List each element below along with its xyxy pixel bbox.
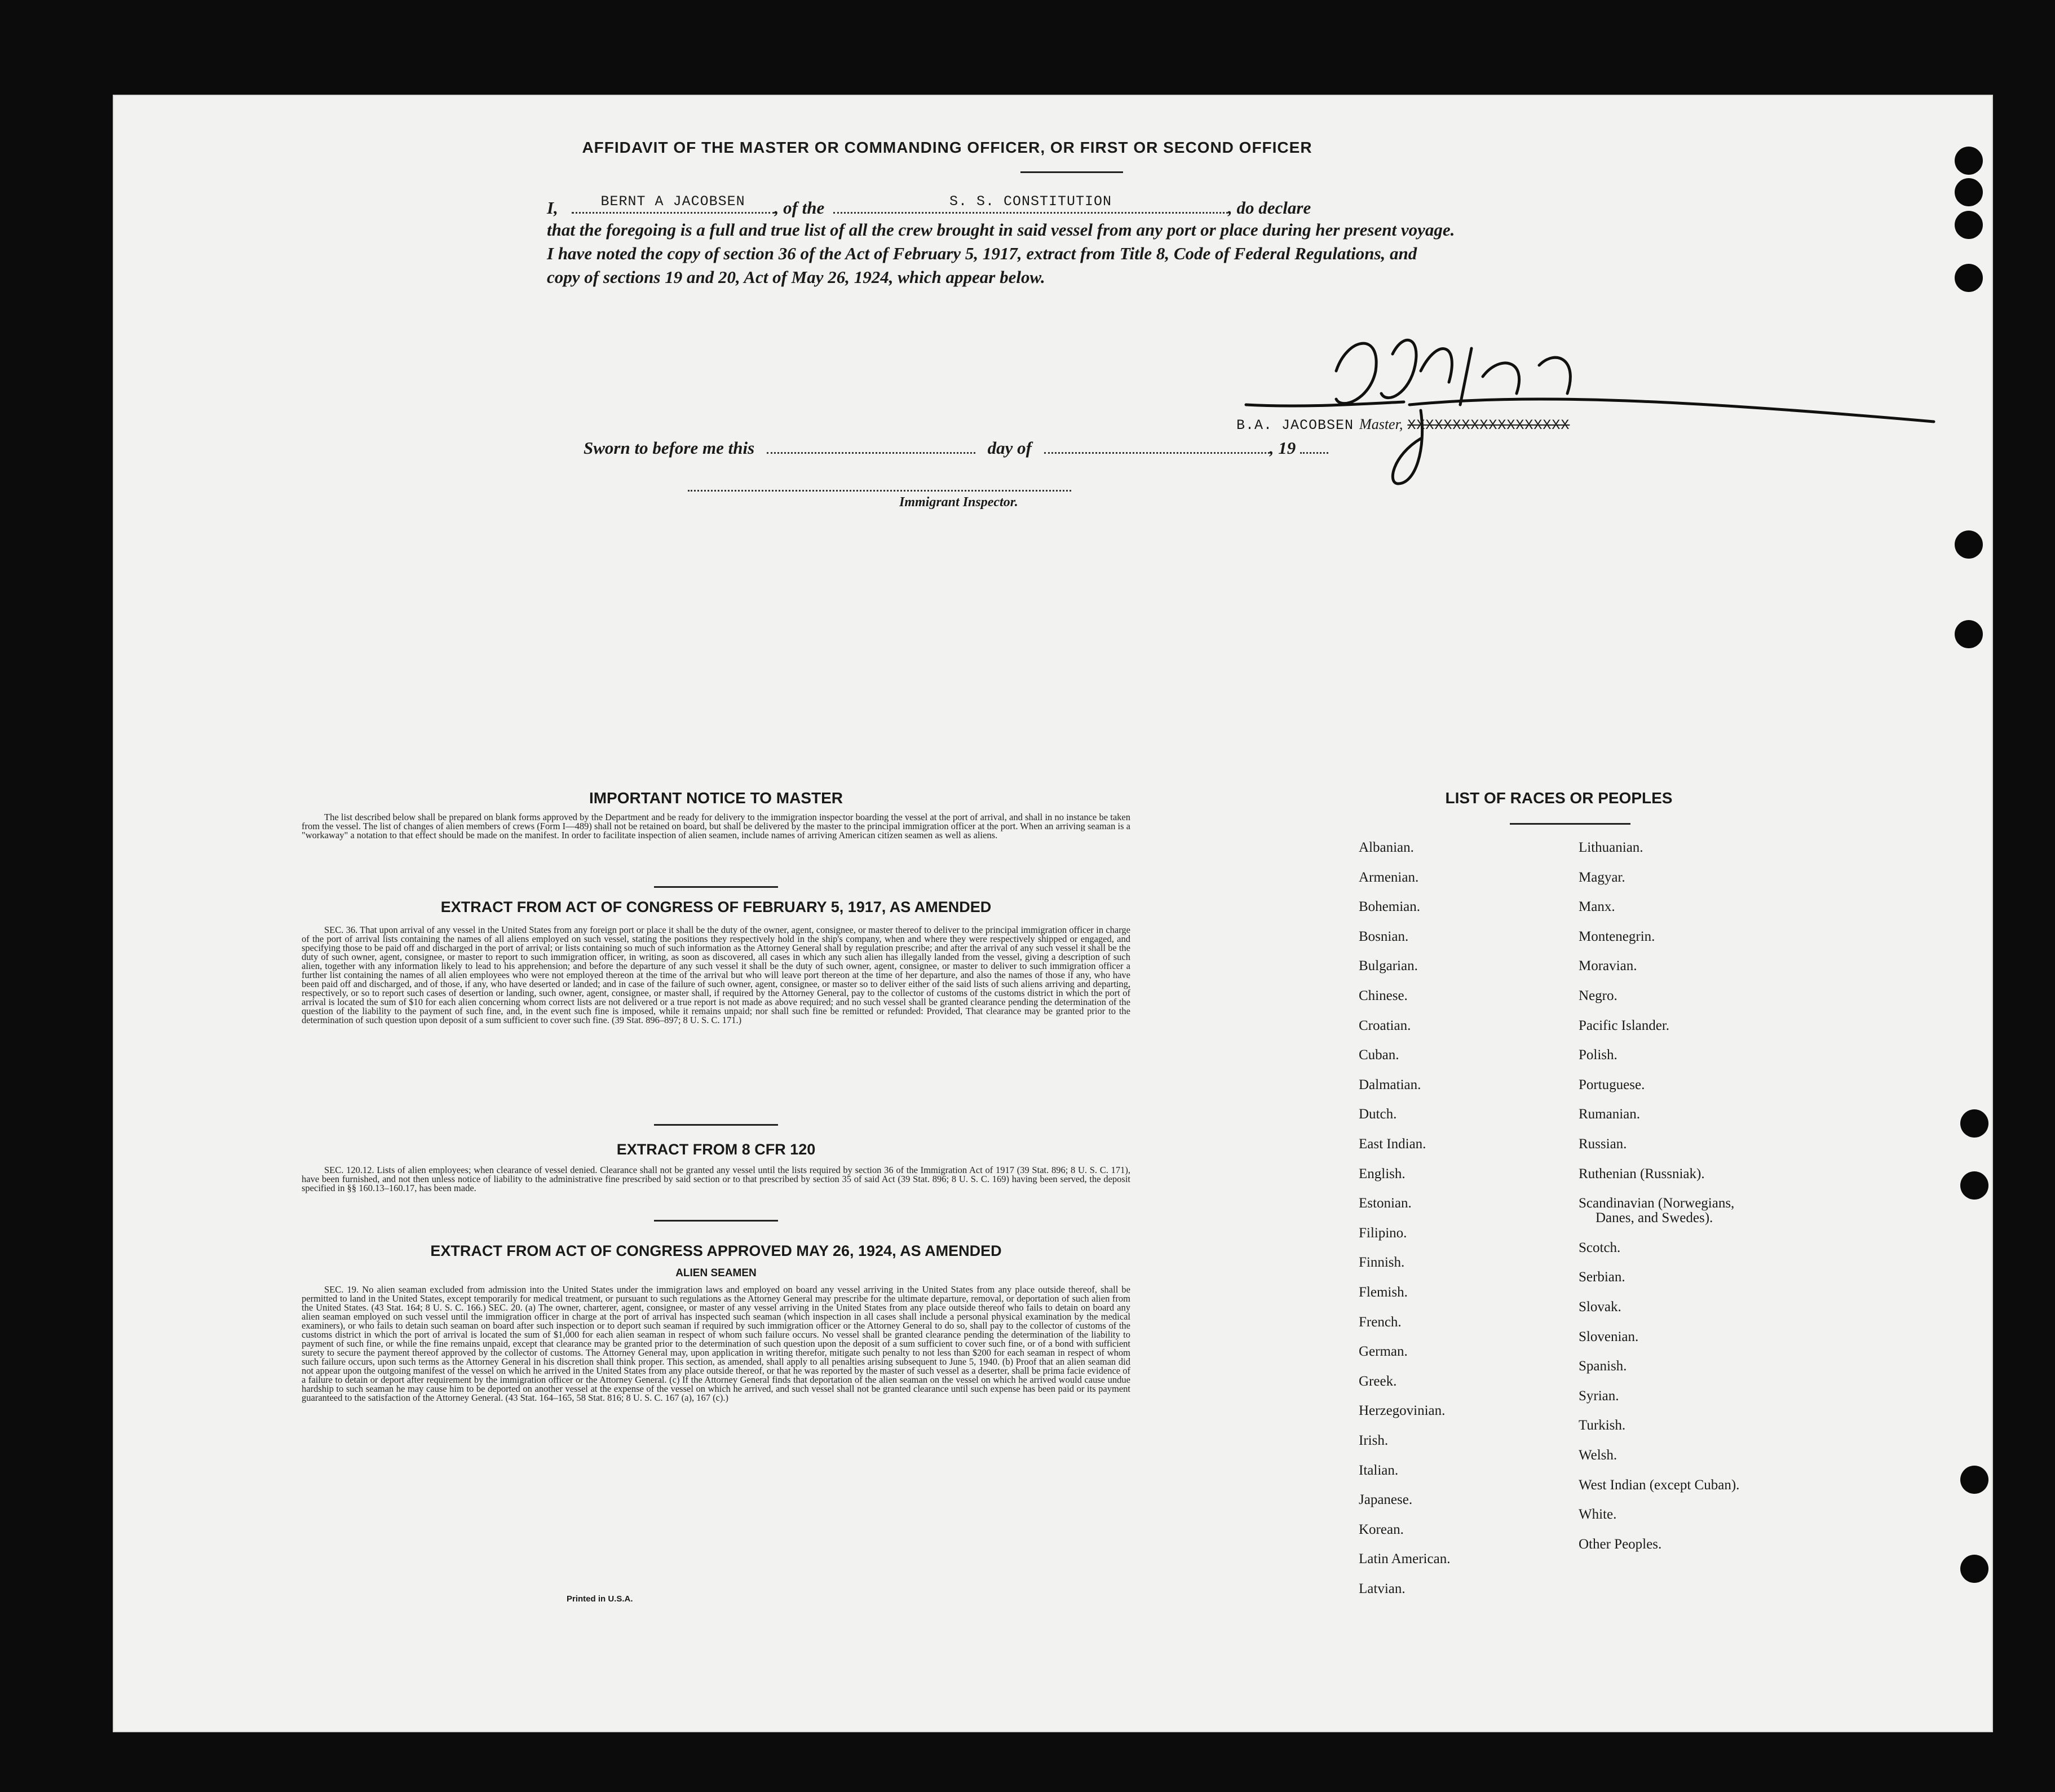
punch-hole (1960, 1466, 1988, 1494)
races-title-rule (1510, 823, 1630, 825)
notice-rule (654, 886, 778, 888)
race-item: Negro. (1579, 988, 1618, 1003)
extract-cfr-rule (654, 1220, 778, 1222)
signature-mark (1235, 269, 1945, 495)
sworn-year-field (1300, 436, 1328, 454)
race-item: Syrian. (1579, 1388, 1619, 1404)
punch-hole (1955, 178, 1983, 206)
notice-body: The list described below shall be prepared on blank forms approved by the Department and be ready for delivery to the immigration inspector boarding the vessel at the port of arrival, and shall in no instance be taken from the vessel. The list of changes of alien members of crews (Form I—489) shall not be retained on board, but shall be delivered by the master to the principal immigration officer at the port. When an arriving seaman is a "workaway" a notation to that effect should be made on the manifest. In order to facilitate inspection of alien seamen, include names of arriving American citizen seamen as well as aliens. (302, 812, 1130, 840)
race-item: Albanian. (1359, 840, 1414, 855)
affidavit-title: AFFIDAVIT OF THE MASTER OR COMMANDING OFFICER, OR FIRST OR SECOND OFFICER (582, 139, 1312, 156)
race-item: Estonian. (1359, 1196, 1412, 1211)
race-item: Serbian. (1579, 1269, 1625, 1285)
race-item: Bulgarian. (1359, 958, 1418, 974)
extract-cfr-title: EXTRACT FROM 8 CFR 120 (616, 1141, 816, 1158)
punch-hole (1955, 264, 1983, 292)
punch-hole (1955, 530, 1983, 559)
race-item: Slovenian. (1579, 1329, 1639, 1344)
race-item: Manx. (1579, 899, 1615, 915)
title-rule (1020, 171, 1123, 173)
race-item: Montenegrin. (1579, 928, 1655, 944)
notice-title: IMPORTANT NOTICE TO MASTER (589, 789, 843, 807)
race-item: Scandinavian (Norwegians, (1579, 1196, 1735, 1211)
race-item: Bosnian. (1359, 928, 1409, 944)
extract-1917-rule (654, 1124, 778, 1126)
race-item: German. (1359, 1344, 1408, 1360)
sworn-month-field (1044, 436, 1270, 454)
i-label: I, (547, 198, 558, 218)
master-name: BERNT A JACOBSEN (600, 193, 745, 210)
race-item: Turkish. (1579, 1418, 1626, 1433)
race-item: French. (1359, 1314, 1402, 1330)
race-item: Armenian. (1359, 869, 1419, 885)
vessel-name-field (833, 193, 1228, 214)
race-item: Rumanian. (1579, 1107, 1641, 1122)
race-item: Portuguese. (1579, 1077, 1645, 1092)
race-item: Latvian. (1359, 1581, 1406, 1596)
race-item: Japanese. (1359, 1492, 1413, 1508)
struck-title: XXXXXXXXXXXXXXXXXX (1407, 417, 1570, 433)
declaration-line-1 (547, 193, 1311, 218)
race-item: East Indian. (1359, 1136, 1426, 1152)
inspector-signature-field (688, 474, 1071, 492)
declaration-line-4: copy of sections 19 and 20, Act of May 26, 1924, which appear below. (547, 267, 1045, 287)
race-item: Spanish. (1579, 1359, 1627, 1374)
race-item: Lithuanian. (1579, 840, 1643, 855)
race-item: Chinese. (1359, 988, 1408, 1003)
race-item: Korean. (1359, 1521, 1404, 1537)
race-item: Latin American. (1359, 1551, 1451, 1567)
race-item: Welsh. (1579, 1448, 1618, 1463)
year-prefix: , 19 (1269, 438, 1296, 458)
race-item: Irish. (1359, 1433, 1389, 1448)
race-item: Greek. (1359, 1373, 1397, 1389)
race-item: Dutch. (1359, 1107, 1397, 1122)
race-item: Polish. (1579, 1047, 1618, 1063)
document-page (113, 95, 1993, 1732)
race-item: Cuban. (1359, 1047, 1399, 1063)
punch-hole (1960, 1555, 1988, 1583)
race-item: Russian. (1579, 1136, 1627, 1152)
punch-hole (1955, 620, 1983, 648)
printed-note: Printed in U.S.A. (567, 1594, 633, 1604)
extract-1924-body: SEC. 19. No alien seaman excluded from admission into the United States under the immigration laws and employed on board any vessel arriving in the United States from any place outside thereof, shall be permitted to land in the United States, except temporarily for medical treatment, or pursuant to such regulations as the Attorney General may prescribe for the ultimate departure, removal, or deportation of such alien from the United States. (43 Stat. 164; 8 U. S. C. 166.) SEC. 20. (a) The owner, charterer, agent, consignee, or master of any vessel arriving in the United States from any place outside thereof who fails to detain on board any alien seaman employed on such vessel until the immigration officer in charge at the port of arrival has inspected such seaman (which inspection in all cases shall include a personal physical examination by the medical examiners), or who fails to detain such seaman on board after such inspection or to deport such seaman if required by such immigration officer or the Attorney General to do so, shall pay to the collector of customs of the customs district in which the port of arrival is located the sum of $1,000 for each alien seaman in respect of whom such failure occurs. No vessel shall be granted clearance pending the determination of the liability to payment of such fine, or while the fine remains unpaid, except that clearance may be granted prior to the determination of such question upon the deposit of a sum sufficient to cover such fine, or of a bond with sufficient surety to secure the payment thereof approved by the collector of customs. The Attorney General may, upon application in writing therefor, mitigate such penalty to not less than $200 for each seaman in respect of whom such failure occurs, upon such terms as the Attorney General in his discretion shall think proper. This section, as amended, shall apply to all penalties arising subsequent to June 5, 1940. (b) Proof that an alien seaman did not appear upon the outgoing manifest of the vessel on which he arrived in the United States from any place outside thereof, or that he was reported by the master of such vessel as a deserter, shall be prima facie evidence of a failure to detain or deport after requirement by the immigration officer or the Attorney General. (c) If the Attorney General finds that deportation of the alien seaman on the vessel on which he arrived would cause undue hardship to such seaman he may cause him to be deported on another vessel at the expense of the vessel on which he arrived, and such vessel shall not be granted clearance until such expense has been paid or its payment guaranteed to the satisfaction of the Attorney General. (43 Stat. 164–165, 58 Stat. 816; 8 U. S. C. 167 (a), 167 (c).) (302, 1284, 1130, 1403)
extract-1917-title: EXTRACT FROM ACT OF CONGRESS OF FEBRUARY 5, 1917, AS AMENDED (440, 899, 992, 915)
race-item: White. (1579, 1507, 1617, 1523)
punch-hole (1960, 1171, 1988, 1200)
race-item: Danes, and Swedes). (1596, 1210, 1713, 1226)
punch-hole (1960, 1109, 1988, 1138)
master-name-field (572, 193, 775, 214)
race-item: English. (1359, 1166, 1406, 1182)
day-of-label: day of (987, 438, 1032, 458)
sworn-label: Sworn to before me this (584, 438, 755, 458)
race-item: Other Peoples. (1579, 1536, 1662, 1552)
race-item: Italian. (1359, 1462, 1399, 1478)
race-item: Filipino. (1359, 1225, 1407, 1241)
extract-1924-title: EXTRACT FROM ACT OF CONGRESS APPROVED MAY 26, 1924, AS AMENDED (430, 1242, 1002, 1259)
race-item: Moravian. (1579, 958, 1637, 974)
extract-1924-subtitle: ALIEN SEAMEN (675, 1267, 757, 1279)
race-item: West Indian (except Cuban). (1579, 1477, 1740, 1493)
declaration-line-3: I have noted the copy of section 36 of the Act of February 5, 1917, extract from Title 8, Code of Federal Regulations, and (547, 244, 1417, 263)
race-item: Bohemian. (1359, 899, 1421, 915)
vessel-name: S. S. CONSTITUTION (949, 193, 1112, 210)
signature-caption (1236, 416, 1570, 433)
declaration-line-2: that the foregoing is a full and true list of all the crew brought in said vessel from any port or place during her present voyage. (547, 220, 1455, 240)
race-item: Dalmatian. (1359, 1077, 1421, 1092)
of-the-label: , of the (774, 198, 825, 218)
punch-hole (1955, 211, 1983, 239)
race-item: Magyar. (1579, 869, 1625, 885)
race-item: Ruthenian (Russniak). (1579, 1166, 1705, 1182)
race-item: Slovak. (1579, 1299, 1621, 1315)
do-declare-label: , do declare (1228, 198, 1311, 218)
race-item: Scotch. (1579, 1240, 1621, 1255)
race-item: Pacific Islander. (1579, 1017, 1670, 1033)
sworn-day-field (767, 436, 975, 454)
extract-1917-body: SEC. 36. That upon arrival of any vessel in the United States from any foreign port or place it shall be the duty of the owner, agent, consignee, or master thereof to deliver to the principal immigration officer in charge of the port of arrival lists containing the names of all aliens employed on such vessel, stating the positions they respectively hold in the ship's company, when and where they were respectively shipped or engaged, and specifying those to be paid off and discharged in the port of arrival; or lists containing so much of such information as the Attorney General shall by regulation prescribe; and after the arrival of any such vessel it shall be the duty of such owner, agent, consignee, or master to report to such immigration officer, in writing, as soon as discovered, all cases in which any such alien has illegally landed from the vessel, giving a description of such alien, together with any information likely to lead to his apprehension; and before the departure of any such vessel it shall be the duty of such owner, agent, consignee, or master to deliver to such immigration officer a further list containing the names of all alien employees who were not employed thereon at the time of the arrival but who will leave port thereon at the time of her departure, and also the names of those if any, who have been paid off and discharged, and of those, if any, who have deserted or landed; and in case of the failure of such owner, agent, consignee, or master so to deliver either of the said lists of such aliens arriving and departing, respectively, or so to report such cases of desertion or landing, such owner, agent, consignee, or master shall, if required by the Attorney General, pay to the collector of customs of the customs district in which the port of arrival is located the sum of $10 for each alien concerning whom correct lists are not delivered or a true report is not made as above required; and no such vessel shall be granted clearance pending the determination of the question of the liability to the payment of such fine, and, in the event such fine is imposed, while it remains unpaid; nor shall such fine be remitted or refunded: Provided, That clearance may be granted prior to the determination of such question upon deposit of a sum sufficient to cover such fine. (39 Stat. 896–897; 8 U. S. C. 171.) (302, 924, 1130, 1025)
race-item: Finnish. (1359, 1255, 1405, 1271)
race-item: Flemish. (1359, 1285, 1408, 1300)
signature-title: Master, (1359, 416, 1403, 432)
race-item: Croatian. (1359, 1017, 1411, 1033)
races-title: LIST OF RACES OR PEOPLES (1445, 789, 1673, 807)
race-item: Herzegovinian. (1359, 1403, 1446, 1419)
sworn-line (584, 436, 1328, 458)
signature-name: B.A. JACOBSEN (1236, 417, 1354, 433)
punch-hole (1955, 147, 1983, 175)
extract-cfr-body: SEC. 120.12. Lists of alien employees; when clearance of vessel denied. Clearance shall not be granted any vessel until the lists required by section 36 of the Immigration Act of 1917 (39 Stat. 896; 8 U. S. C. 171), have been furnished, and not then unless notice of liability to the administrative fine prescribed by said section or to that prescribed by section 35 of said Act (39 Stat. 896; 8 U. S. C. 169) having been served, the deposit specified in §§ 160.13–160.17, has been made. (302, 1165, 1130, 1193)
inspector-label: Immigrant Inspector. (899, 495, 1018, 510)
